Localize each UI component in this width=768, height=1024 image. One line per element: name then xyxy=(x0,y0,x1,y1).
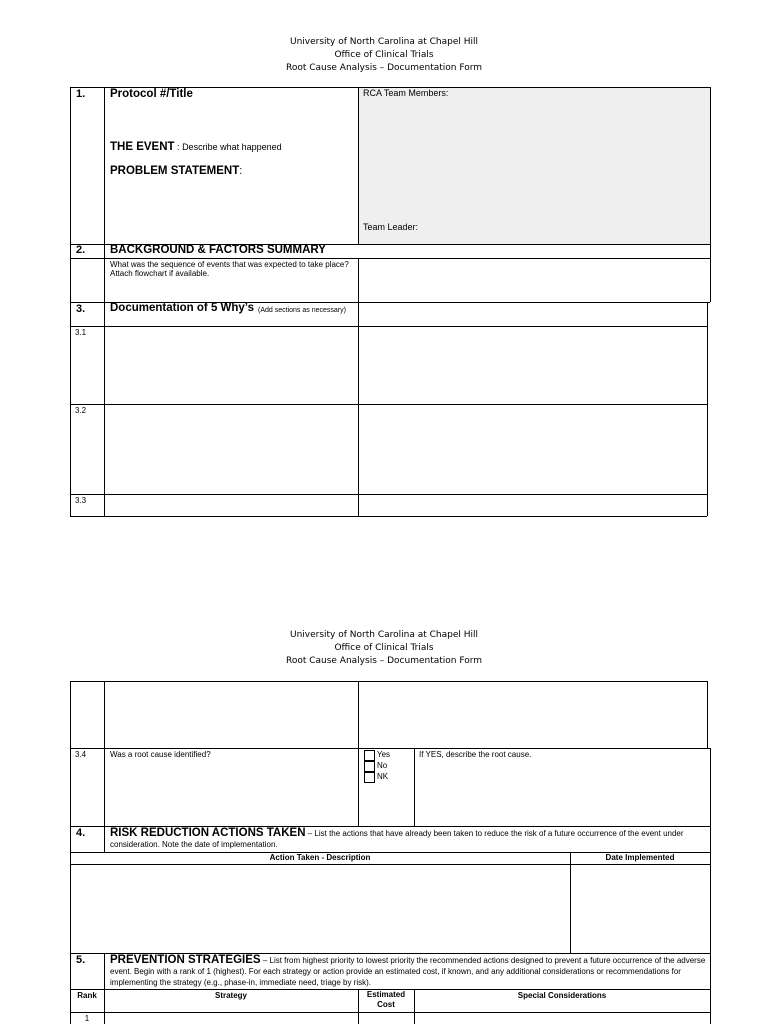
event-description: Describe what happened xyxy=(182,142,282,152)
action-taken-column-header: Action Taken - Description xyxy=(269,853,371,862)
rca-team-cell[interactable] xyxy=(358,88,710,244)
event-label: THE EVENT xyxy=(110,141,175,153)
date-implemented-column-header: Date Implemented xyxy=(605,853,675,862)
section-1-number: 1. xyxy=(76,88,86,100)
problem-statement-label: PROBLEM STATEMENT xyxy=(110,165,240,177)
action-taken-cell[interactable] xyxy=(71,865,569,952)
five-whys-title: Documentation of 5 Why’s xyxy=(110,302,254,314)
section-2-number: 2. xyxy=(76,244,86,256)
header-university: University of North Carolina at Chapel Hill xyxy=(289,37,478,47)
event-separator: : xyxy=(174,142,183,152)
no-checkbox[interactable] xyxy=(364,761,375,772)
special-considerations-column-header: Special Considerations xyxy=(517,991,607,1000)
rank-1-label: 1 xyxy=(84,1014,90,1023)
risk-reduction-title: RISK REDUCTION ACTIONS TAKEN xyxy=(110,827,306,839)
rank-column-header: Rank xyxy=(77,991,97,1000)
row-3-2-number: 3.2 xyxy=(75,406,87,415)
date-implemented-cell[interactable] xyxy=(571,865,709,952)
prevention-strategies-description: – List from highest priority to lowest priority the recommended actions designed to prevent a future occurrence of the adverse event. Begin with a rank of 1 (highest). For each strategy or action provide an estimated cost, if known, and any additional considerations or recommendations for implementing the strategy (e.g., phase-in, immediate need, triage by risk). xyxy=(110,956,706,987)
header-university: University of North Carolina at Chapel Hill xyxy=(289,630,478,640)
team-leader-label: Team Leader: xyxy=(363,222,419,232)
risk-reduction-description: – List the actions that have already been taken to reduce the risk of a future occurrence of the event under consideration. Note the date of implementation. xyxy=(110,829,684,849)
risk-reduction-block xyxy=(110,828,705,850)
background-summary-title: BACKGROUND & FACTORS SUMMARY xyxy=(110,244,326,256)
header-office: Office of Clinical Trials xyxy=(334,50,434,60)
background-question: What was the sequence of events that was expected to take place? Attach flowchart if available. xyxy=(110,260,349,278)
header-office: Office of Clinical Trials xyxy=(334,643,434,653)
section-3-number: 3. xyxy=(76,303,86,315)
nk-checkbox[interactable] xyxy=(364,772,375,783)
yes-label: Yes xyxy=(377,750,391,759)
background-answer-cell[interactable] xyxy=(359,259,709,301)
rca-team-members-label: RCA Team Members: xyxy=(363,88,449,98)
section-5-number: 5. xyxy=(76,954,86,966)
no-label: No xyxy=(377,761,388,770)
header-form-title: Root Cause Analysis – Documentation Form xyxy=(285,656,483,666)
estimated-cost-column-header: Estimated Cost xyxy=(366,990,406,1009)
continued-why-cell[interactable] xyxy=(105,682,357,747)
row-3-4-number: 3.4 xyxy=(75,750,87,759)
root-cause-describe-label: If YES, describe the root cause. xyxy=(419,750,532,759)
nk-label: NK xyxy=(377,772,389,781)
strategy-column-header: Strategy xyxy=(214,991,247,1000)
section-4-number: 4. xyxy=(76,827,86,839)
problem-statement-group xyxy=(110,166,242,176)
protocol-title-label: Protocol #/Title xyxy=(110,88,193,100)
continued-answer-cell[interactable] xyxy=(359,682,706,747)
prevention-strategies-block xyxy=(110,955,708,988)
problem-statement-colon: : xyxy=(239,165,243,177)
prevention-strategies-title: PREVENTION STRATEGIES xyxy=(110,954,261,966)
row-3-3-number: 3.3 xyxy=(75,496,87,505)
row-3-1-number: 3.1 xyxy=(75,328,87,337)
root-cause-question: Was a root cause identified? xyxy=(110,750,211,759)
header-form-title: Root Cause Analysis – Documentation Form xyxy=(285,63,483,73)
event-label-group xyxy=(110,142,282,152)
yes-checkbox[interactable] xyxy=(364,750,375,761)
five-whys-note: (Add sections as necessary) xyxy=(258,307,346,314)
